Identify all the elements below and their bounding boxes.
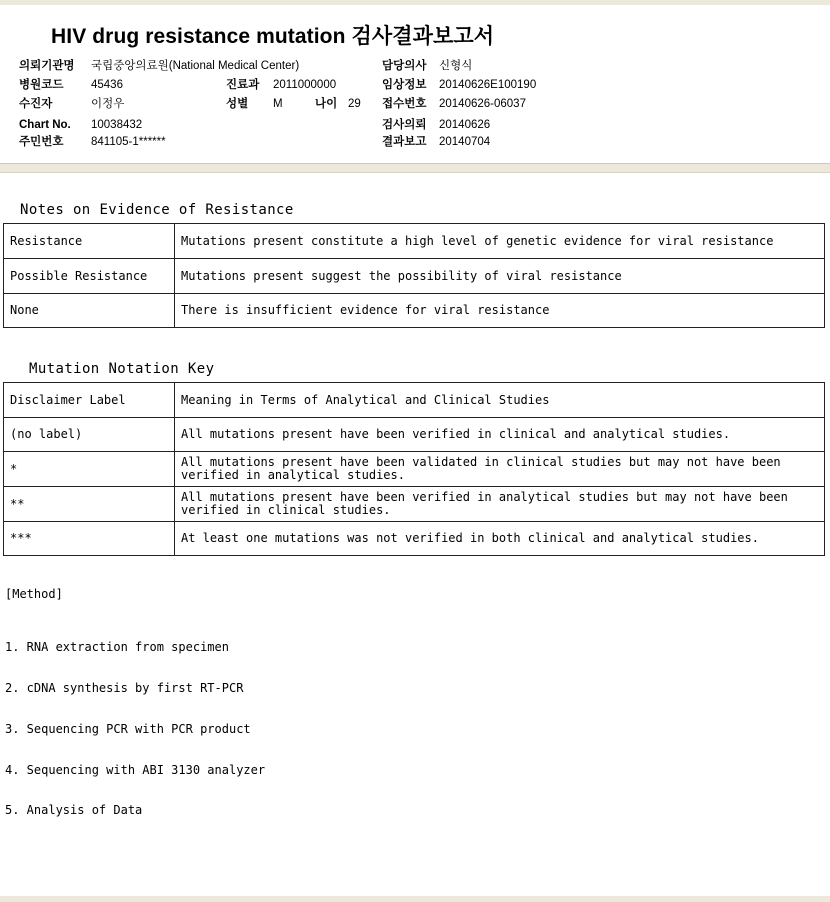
- notation-table: [3, 382, 825, 556]
- chart-no-label: Chart No.: [19, 119, 71, 131]
- result-report-label: 결과보고: [382, 136, 427, 148]
- notes-title: Notes on Evidence of Resistance: [20, 202, 294, 218]
- top-border: [0, 0, 830, 5]
- chart-no-value: 10038432: [91, 119, 143, 131]
- hospital-code-label: 병원코드: [19, 79, 64, 91]
- notation-header-text: Meaning in Terms of Analytical and Clinical Studies: [175, 383, 825, 418]
- method-step: 1. RNA extraction from specimen: [5, 640, 229, 655]
- notation-text-star3: At least one mutations was not verified in both clinical and analytical studies.: [175, 522, 825, 556]
- age-value: 29: [348, 98, 361, 110]
- table-row: [4, 383, 825, 418]
- notes-table: [3, 223, 825, 328]
- age-label: 나이: [315, 98, 338, 110]
- clinical-info-value: 20140626E100190: [439, 79, 537, 91]
- notation-label-nolabel: (no label): [4, 418, 175, 452]
- clinical-info-label: 임상정보: [382, 79, 427, 91]
- table-row: [4, 294, 825, 328]
- receipt-no-label: 접수번호: [382, 98, 427, 110]
- notes-text-resistance: Mutations present constitute a high level of genetic evidence for viral resistance: [175, 224, 825, 259]
- sex-value: M: [273, 98, 283, 110]
- method-step: 2. cDNA synthesis by first RT-PCR: [5, 680, 244, 695]
- notes-label-possible: Possible Resistance: [4, 259, 175, 294]
- hospital-code-value: 45436: [91, 79, 123, 91]
- notes-label-none: None: [4, 294, 175, 328]
- receipt-no-value: 20140626-06037: [439, 98, 526, 110]
- patient-label: 수진자: [19, 98, 53, 110]
- institution-value: 국립중앙의료원(National Medical Center): [91, 60, 300, 72]
- test-request-value: 20140626: [439, 119, 491, 131]
- table-row: [4, 487, 825, 522]
- resident-no-value: 841105-1******: [91, 136, 166, 148]
- method-step: 5. Analysis of Data: [5, 803, 143, 818]
- test-request-label: 검사의뢰: [382, 119, 427, 131]
- notation-title: Mutation Notation Key: [29, 361, 215, 377]
- notation-text-nolabel: All mutations present have been verified in clinical and analytical studies.: [175, 418, 825, 452]
- method-steps: [5, 614, 265, 832]
- result-report-value: 20140704: [439, 136, 491, 148]
- notes-label-resistance: Resistance: [4, 224, 175, 259]
- patient-value: 이정우: [91, 98, 125, 110]
- bottom-border: [0, 896, 830, 902]
- table-row: [4, 522, 825, 556]
- table-row: [4, 418, 825, 452]
- notation-header-label: Disclaimer Label: [4, 383, 175, 418]
- department-value: 2011000000: [273, 79, 337, 91]
- institution-label: 의뢰기관명: [19, 60, 75, 72]
- resident-no-label: 주민번호: [19, 136, 64, 148]
- report-title: HIV drug resistance mutation 검사결과보고서: [51, 25, 495, 48]
- notes-text-none: There is insufficient evidence for viral resistance: [175, 294, 825, 328]
- table-row: [4, 452, 825, 487]
- table-row: [4, 224, 825, 259]
- notation-label-star1: *: [4, 452, 175, 487]
- section-divider: [0, 163, 830, 173]
- notation-text-star2: All mutations present have been verified in analytical studies but may not have been verified in clinical studies.: [175, 487, 825, 522]
- notation-text-star1: All mutations present have been validated in clinical studies but may not have been verified in analytical studies.: [175, 452, 825, 487]
- method-step: 3. Sequencing PCR with PCR product: [5, 721, 251, 736]
- doctor-label: 담당의사: [382, 60, 427, 72]
- method-step: 4. Sequencing with ABI 3130 analyzer: [5, 762, 266, 777]
- table-row: [4, 259, 825, 294]
- department-label: 진료과: [226, 79, 260, 91]
- notation-label-star3: ***: [4, 522, 175, 556]
- notation-label-star2: **: [4, 487, 175, 522]
- doctor-value: 신형식: [439, 60, 473, 72]
- method-title: [Method]: [5, 587, 63, 601]
- sex-label: 성별: [226, 98, 249, 110]
- notes-text-possible: Mutations present suggest the possibility of viral resistance: [175, 259, 825, 294]
